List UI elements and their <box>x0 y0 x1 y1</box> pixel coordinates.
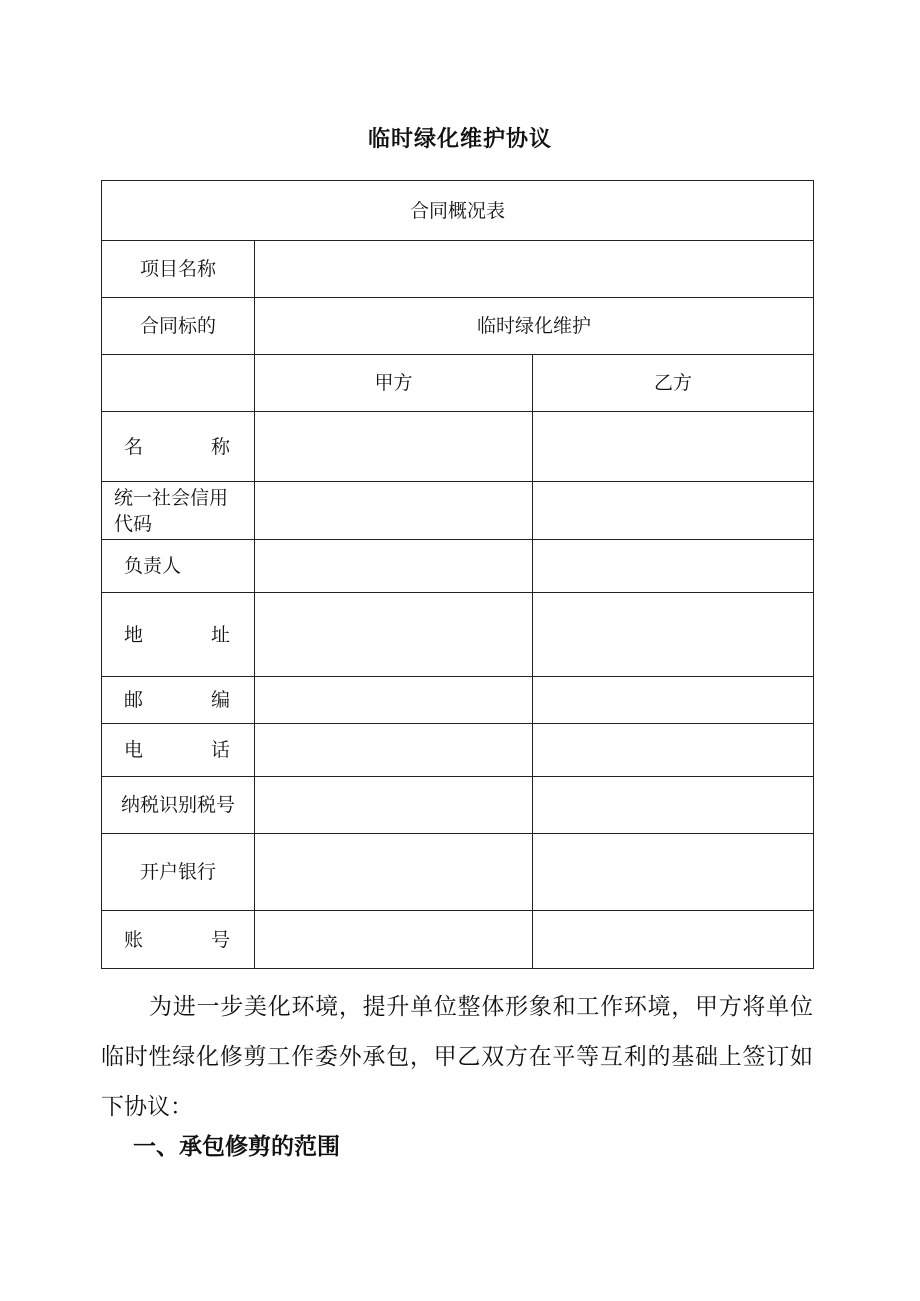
party-b-name-cell <box>533 412 814 482</box>
label-part: 号 <box>210 928 230 951</box>
party-a-name-cell <box>255 412 533 482</box>
project-name-label: 项目名称 <box>102 241 255 298</box>
subject-label: 合同标的 <box>102 298 255 355</box>
party-b-tax-id-cell <box>533 777 814 834</box>
party-a-tax-id-cell <box>255 777 533 834</box>
label-part: 称 <box>210 435 230 458</box>
contract-overview-table <box>101 180 814 969</box>
table-row <box>102 724 814 777</box>
row-label-credit-code <box>102 482 255 540</box>
party-b-credit-code-cell <box>533 482 814 540</box>
row-label-tax-id: 纳税识别税号 <box>102 777 255 834</box>
party-a-address-cell <box>255 593 533 677</box>
empty-header-cell <box>102 355 255 412</box>
party-b-bank-cell <box>533 834 814 911</box>
party-a-account-cell <box>255 911 533 969</box>
table-row <box>102 298 814 355</box>
table-row <box>102 241 814 298</box>
table-row <box>102 911 814 969</box>
party-b-postcode-cell <box>533 677 814 724</box>
label-part: 邮 <box>124 689 144 711</box>
table-caption: 合同概况表 <box>102 181 814 241</box>
row-label-address <box>102 593 255 677</box>
table-row <box>102 593 814 677</box>
section-heading: 一、承包修剪的范围 <box>133 1134 340 1160</box>
label-text: 统一社会信用代码 <box>114 486 229 535</box>
table-row <box>102 677 814 724</box>
row-label-phone <box>102 724 255 777</box>
row-label-name <box>102 412 255 482</box>
table-row <box>102 355 814 412</box>
table-row <box>102 412 814 482</box>
table-row <box>102 181 814 241</box>
party-b-phone-cell <box>533 724 814 777</box>
label-part: 地 <box>124 623 144 646</box>
party-a-postcode-cell <box>255 677 533 724</box>
row-label-postcode <box>102 677 255 724</box>
table-row <box>102 834 814 911</box>
table-row <box>102 777 814 834</box>
party-a-credit-code-cell <box>255 482 533 540</box>
party-b-header: 乙方 <box>533 355 814 412</box>
table-row <box>102 540 814 593</box>
row-label-responsible-person: 负责人 <box>102 540 255 593</box>
party-b-address-cell <box>533 593 814 677</box>
subject-value: 临时绿化维护 <box>255 298 814 355</box>
intro-paragraph: 为进一步美化环境，提升单位整体形象和工作环境，甲方将单位临时性绿化修剪工作委外承包，甲乙双方在平等互利的基础上签订如下协议： <box>101 994 813 1120</box>
label-part: 编 <box>210 689 230 711</box>
row-label-account <box>102 911 255 969</box>
party-b-account-cell <box>533 911 814 969</box>
label-part: 账 <box>124 928 144 951</box>
project-name-value <box>255 241 814 298</box>
row-label-bank: 开户银行 <box>102 834 255 911</box>
table-row <box>102 482 814 540</box>
label-part: 名 <box>124 435 144 458</box>
party-b-responsible-cell <box>533 540 814 593</box>
label-part: 话 <box>210 739 230 761</box>
party-a-phone-cell <box>255 724 533 777</box>
label-part: 电 <box>124 739 144 761</box>
party-a-bank-cell <box>255 834 533 911</box>
party-a-responsible-cell <box>255 540 533 593</box>
party-a-header: 甲方 <box>255 355 533 412</box>
label-part: 址 <box>210 623 230 646</box>
document-title: 临时绿化维护协议 <box>367 127 552 152</box>
